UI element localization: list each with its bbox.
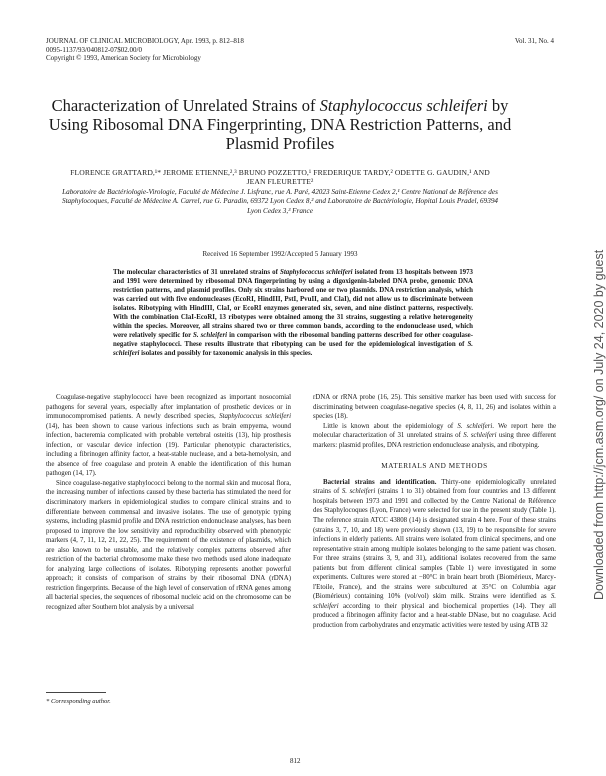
methods-paragraph-1: Bacterial strains and identification. Thirty-one epidemiologically unrelated strains of S. schleiferi (strains 1 to 31) obtained from four countries and 13 different hospitals between 1973 and 1991 and collected by the Centre National de Référence des Staphylocoques (Lyon, France) were selected for use in the present study (Table 1). The reference strain ATCC 43808 (14) is designated strain 4 here. Four of these strains (strains 3, 7, 10, and 18) were previously shown (13, 19) to be responsible for severe infections in elderly patients. All strains were isolated from clinical specimens, and one representative strain among multiple isolates belonging to the same patient was chosen. For three strains (strains 3, 9, and 31), additional isolates recovered from the same patients but from different clinical samples (Table 1) were investigated in some experiments. Cultures were stored at −80°C in brain heart broth (Biomérieux, Marcy-l'Etoile, France), and the strains were subcultured at 35°C on Columbia agar (Biomérieux) containing 10% (vol/vol) skim milk. Strains were identified as S. schleiferi according to their physical and biochemical properties (14). They all produced a fibrinogen affinity factor and a heat-stable DNase, but no coagulase. Acid production from carbohydrates and enzymatic activities were tested by using ATB 32 (313, 478, 556, 630)
volume-issue: Vol. 31, No. 4 (514, 37, 554, 45)
journal-citation: JOURNAL OF CLINICAL MICROBIOLOGY, Apr. 1993, p. 812–818 (46, 37, 244, 45)
footnote: * Corresponding author. (46, 698, 111, 705)
received-dates: Received 16 September 1992/Accepted 5 January 1993 (202, 250, 358, 258)
body-left-column (46, 393, 291, 613)
intro-paragraph-4: Little is known about the epidemiology of S. schleiferi. We report here the molecular characterization of 31 unrelated strains of S. schleiferi using three different markers: plasmid profiles, DNA restriction endonuclease analysis, and ribotyping. (313, 422, 556, 449)
running-header (46, 37, 244, 63)
section-heading-methods: MATERIALS AND METHODS (381, 462, 488, 471)
intro-paragraph-1: Coagulase-negative staphylococci have been recognized as important nosocomial pathogens for several years, especially after implantation of prosthetic devices or in immunocompromised patients. A newly described species, Staphylococcus schleiferi (14), has been shown to cause various infections such as brain empyema, wound infection, bacteremia complicated with probable vertebral osteitis (13), hip prosthesis infection, or vascular device infection (19). Particular phenotypic characteristics, including a fibrinogen affinity factor, a heat-stable nuclease, and a beta-hemolysin, and the absence of free coagulase and protein A enable the identification of this human pathogen (14, 17). (46, 394, 291, 478)
run-in-heading: Bacterial strains and identification. (323, 478, 437, 486)
body-right-column (313, 393, 556, 631)
issn-line: 0095-1137/93/040812-07$02.00/0 (46, 45, 142, 54)
download-watermark: Downloaded from http://jcm.asm.org/ on July 24, 2020 by guest (592, 249, 606, 600)
footnote-rule (46, 692, 106, 693)
page-number: 812 (290, 757, 301, 765)
copyright-line: Copyright © 1993, American Society for Microbiology (46, 54, 201, 63)
intro-paragraph-2: Since coagulase-negative staphylococci belong to the normal skin and mucosal flora, the increasing number of infections caused by these bacteria has stimulated the need for discriminatory markers in epidemiological studies to compare clinical strains and to differentiate between commensal and invasive isolates. The use of genotypic typing systems, including plasmid profile and DNA restriction endonuclease analyses, has been proposed to improve the low sensitivity and reproducibility observed with phenotypic markers (4, 7, 11, 12, 21, 22, 25). The requirement of the existence of plasmids, which are also known to be unstable, and the relatively complex patterns observed after restriction of the bacterial chromosome make these two methods used alone inadequate for analyzing large collections of isolates. Ribotyping represents another powerful approach; it consists of comparison of strains by their ribosomal DNA (rDNA) restriction fingerprints. Because of the high level of conservation of rRNA genes among all bacterial species, the sequences of ribosomal nucleic acid on the chromosome can be recognized after Southern blot analysis by a universal (46, 479, 291, 612)
intro-paragraph-3: rDNA or rRNA probe (16, 25). This sensitive marker has been used with success for discriminating between coagulase-negative species (4, 8, 11, 26) and isolates within a species (18). (313, 394, 556, 421)
author-list: FLORENCE GRATTARD,¹* JEROME ETIENNE,²,³ BRUNO POZZETTO,¹ FREDERIQUE TARDY,² ODETTE G. GAUDIN,¹ AND JEAN FLEURETTE² (70, 168, 490, 187)
abstract: The molecular characteristics of 31 unrelated strains of Staphylococcus schleiferi isolated from 13 hospitals between 1973 and 1991 were determined by ribosomal DNA fingerprinting by using a digoxigenin-labeled DNA probe, genomic DNA restriction patterns, and plasmid profiles. Only six strains harbored one or two plasmids. DNA restriction analysis, which was carried out with five endonucleases (EcoRI, HindIII, PstI, PvuII, and ClaI), did not allow us to discriminate between isolates. Ribotyping with HindIII, ClaI, or EcoRI enzymes generated six, seven, and nine distinct patterns, respectively. With the combination ClaI-EcoRI, 13 ribotypes were obtained among the 31 strains, suggesting a relative heterogeneity within the species. Moreover, all strains shared two or three common bands, according to the endonuclease used, which were relatively specific for S. schleiferi in comparison with the ribosomal banding patterns described for other coagulase-negative staphylococci. These results illustrate that ribotyping can be used for the epidemiological investigation of S. schleiferi isolates and possibly for taxonomic analysis in this species. (113, 269, 474, 357)
article-title: Characterization of Unrelated Strains of Staphylococcus schleiferi by Using Ribosomal DNA Fingerprinting, DNA Restriction Patterns, and Plasmid Profiles (48, 96, 512, 153)
affiliations: Laboratoire de Bactériologie-Virologie, Faculté de Médecine J. Lisfranc, rue A. Paré, 42023 Saint-Etienne Cedex 2,¹ Centre National de Référence des Staphylocoques, Faculté de Médecine A. Carrel, rue G. Paradin, 69372 Lyon Cedex 8,² and Laboratoire de Bactériologie, Hopital Louis Pradel, 69394 Lyon Cedex 3,³ France (61, 188, 499, 215)
